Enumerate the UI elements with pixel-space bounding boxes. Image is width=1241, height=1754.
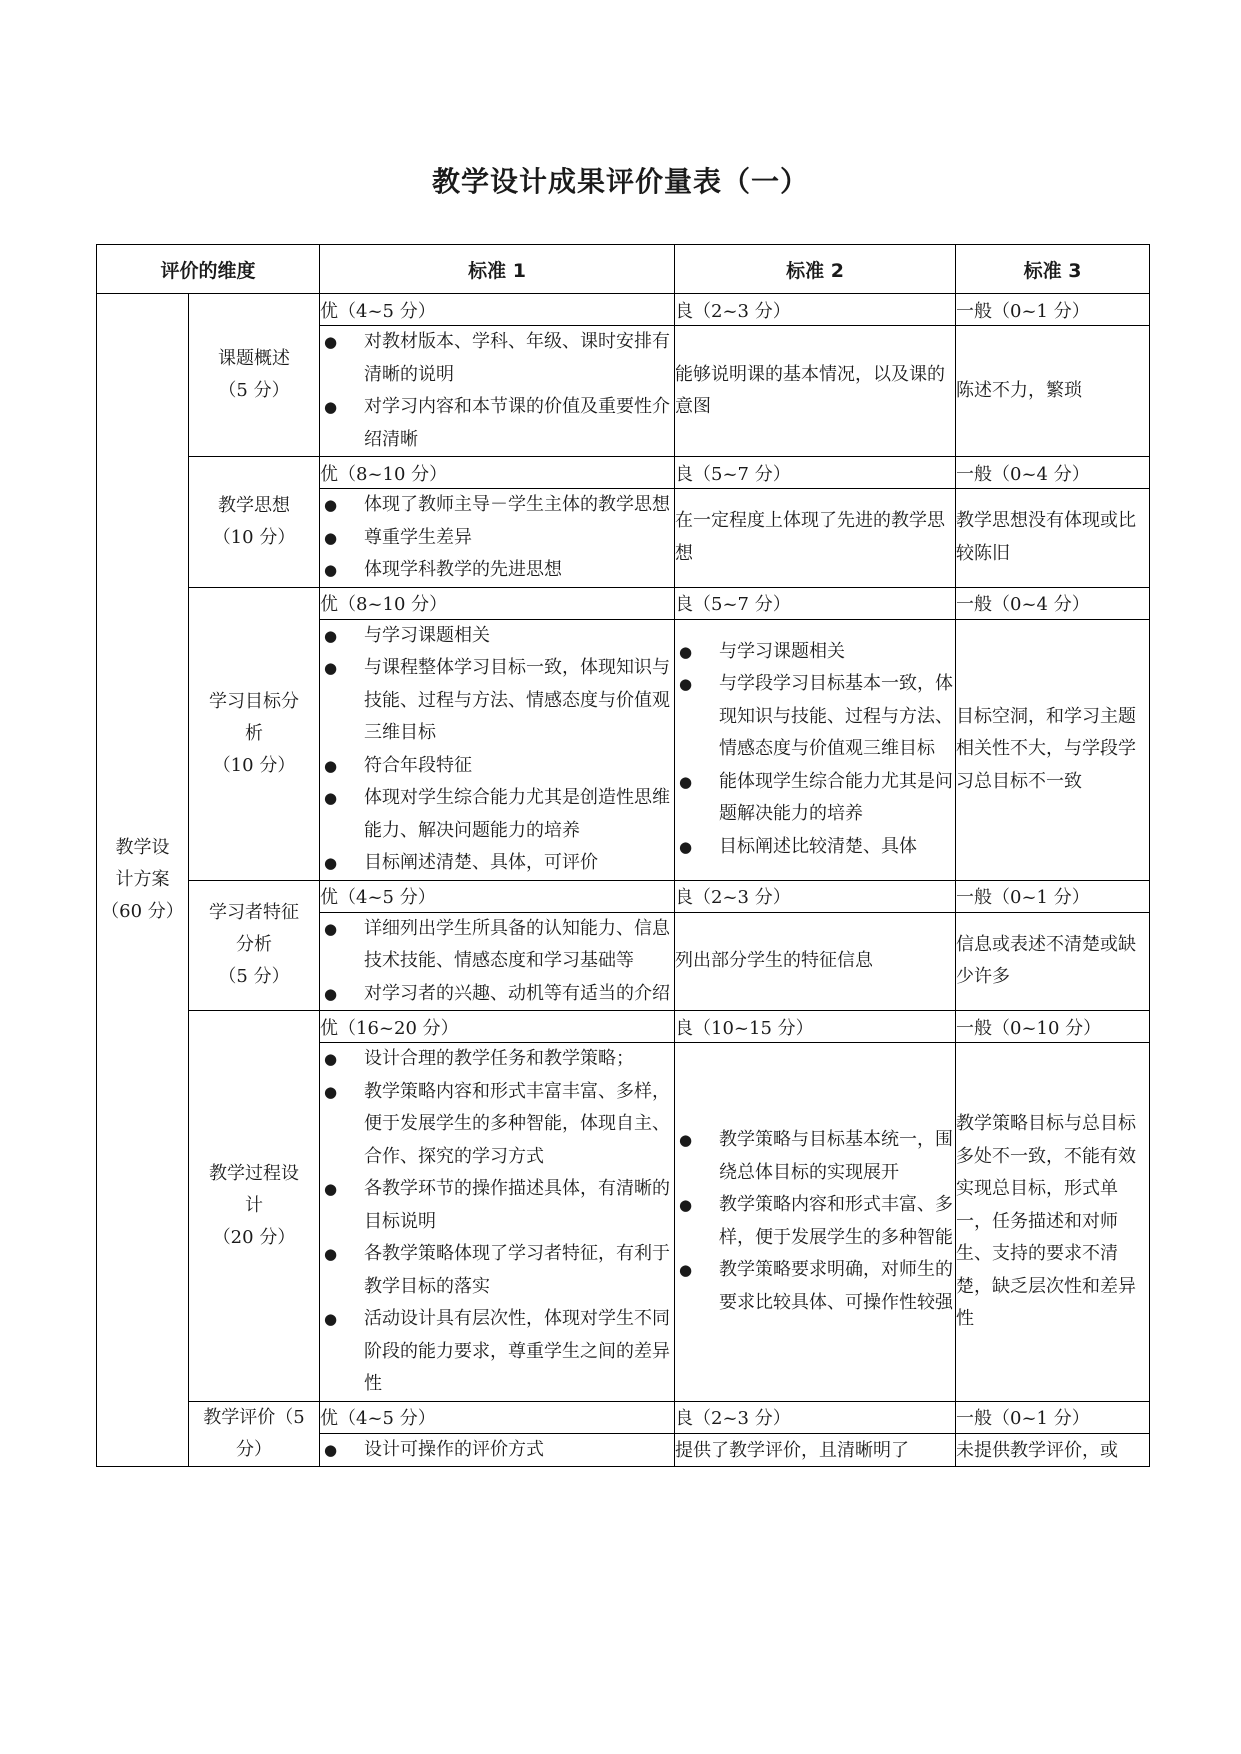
bullet-item: ● 能体现学生综合能力尤其是问题解决能力的培养 (675, 766, 955, 831)
bullet-item: ● 体现了教师主导－学生主体的教学思想 (320, 489, 674, 522)
level-row (97, 587, 1150, 619)
bullet-item: ● 目标阐述比较清楚、具体 (675, 831, 955, 864)
criteria-standard-2 (675, 1043, 956, 1402)
bullet-item: ● 设计合理的教学任务和教学策略； (320, 1043, 674, 1076)
level-excellent: 优（4~5 分） (320, 1401, 675, 1433)
criteria-text: 未提供教学评价，或 (956, 1439, 1119, 1461)
criteria-standard-1 (320, 619, 675, 880)
level-excellent: 优（16~20 分） (320, 1011, 675, 1043)
criteria-standard-2: 在一定程度上体现了先进的教学思想 (675, 489, 956, 588)
level-fair: 一般（0~1 分） (956, 294, 1150, 326)
level-row (97, 880, 1150, 912)
level-row (97, 294, 1150, 326)
criteria-standard-2 (675, 619, 956, 880)
document-title: 教学设计成果评价量表（一） (431, 165, 809, 198)
level-fair: 一般（0~10 分） (956, 1011, 1150, 1043)
bullet-item: ● 对学习内容和本节课的价值及重要性介绍清晰 (320, 391, 674, 456)
level-excellent: 优（8~10 分） (320, 457, 675, 489)
level-good: 良（5~7 分） (675, 587, 956, 619)
level-row (97, 1401, 1150, 1433)
section-name-line: （10 分） (212, 526, 296, 548)
section-name-line: （5 分） (218, 380, 290, 401)
criteria-standard-3: 目标空洞，和学习主题相关性不大，与学段学习总目标不一致 (956, 619, 1150, 880)
level-fair: 一般（0~4 分） (956, 457, 1150, 489)
level-fair: 一般（0~1 分） (956, 880, 1150, 912)
criteria-text: 提供了教学评价，且清晰明了 (675, 1439, 910, 1461)
bullet-item: ● 目标阐述清楚、具体，可评价 (320, 847, 674, 880)
bullet-item: ● 教学策略要求明确，对师生的要求比较具体、可操作性较强 (675, 1254, 955, 1319)
bullet-item: ● 教学策略与目标基本统一，围绕总体目标的实现展开 (675, 1124, 955, 1189)
level-fair: 一般（0~4 分） (956, 587, 1150, 619)
criteria-standard-3: 信息或表述不清楚或缺少许多 (956, 912, 1150, 1011)
bullet-item: ● 设计可操作的评价方式 (320, 1434, 674, 1467)
bullet-item: ● 符合年段特征 (320, 750, 674, 783)
category-line: 教学设 (115, 837, 170, 858)
bullet-item: ● 与课程整体学习目标一致，体现知识与技能、过程与方法、情感态度与价值观三维目标 (320, 652, 674, 750)
section-name-cell (189, 880, 320, 1011)
level-good: 良（2~3 分） (675, 1401, 956, 1433)
bullet-item: ● 各教学策略体现了学习者特征，有利于教学目标的落实 (320, 1238, 674, 1303)
section-name-line: 分） (236, 1438, 272, 1460)
criteria-standard-3: 教学策略目标与总目标多处不一致，不能有效实现总目标，形式单一，任务描述和对师生、支持的要求不清楚，缺乏层次性和差异性 (956, 1043, 1150, 1402)
criteria-standard-1 (320, 1043, 675, 1402)
criteria-standard-1 (320, 326, 675, 457)
bullet-item: ● 详细列出学生所具备的认知能力、信息技术技能、情感态度和学习基础等 (320, 913, 674, 978)
section-name-line: 教学过程设 (209, 1162, 299, 1184)
level-row (97, 1011, 1150, 1043)
bullet-item: ● 与学段学习目标基本一致，体现知识与技能、过程与方法、情感态度与价值观三维目标 (675, 668, 955, 766)
bullet-item: ● 尊重学生差异 (320, 522, 674, 555)
criteria-standard-2 (675, 1433, 956, 1467)
criteria-standard-3: 教学思想没有体现或比较陈旧 (956, 489, 1150, 588)
level-row (97, 457, 1150, 489)
section-name-line: （5 分） (218, 966, 290, 988)
header-standard-2: 标准 2 (675, 245, 956, 294)
section-name-line: 析 (245, 722, 263, 744)
bullet-item: ● 教学策略内容和形式丰富丰富、多样，便于发展学生的多种智能，体现自主、合作、探究的学习方式 (320, 1076, 674, 1174)
header-dimension: 评价的维度 (97, 245, 320, 294)
section-name-cell (189, 587, 320, 880)
level-good: 良（2~3 分） (675, 880, 956, 912)
level-good: 良（2~3 分） (675, 294, 956, 326)
section-name-line: 教学思想 (218, 494, 290, 516)
bullet-item: ● 各教学环节的操作描述具体，有清晰的目标说明 (320, 1173, 674, 1238)
section-name-line: （10 分） (212, 754, 296, 776)
category-cell (97, 294, 189, 1467)
criteria-standard-2: 能够说明课的基本情况，以及课的意图 (675, 326, 956, 457)
level-excellent: 优（4~5 分） (320, 294, 675, 326)
level-good: 良（5~7 分） (675, 457, 956, 489)
section-name-cell (189, 1401, 320, 1467)
level-good: 良（10~15 分） (675, 1011, 956, 1043)
criteria-standard-1 (320, 1433, 675, 1467)
section-name-line: 学习目标分 (209, 690, 299, 712)
level-fair: 一般（0~1 分） (956, 1401, 1150, 1433)
criteria-standard-3 (956, 1433, 1150, 1467)
bullet-item: ● 对教材版本、学科、年级、课时安排有清晰的说明 (320, 326, 674, 391)
bullet-item: ● 与学习课题相关 (675, 636, 955, 669)
section-name-line: 学习者特征 (209, 902, 299, 924)
section-name-line: 课题概述 (218, 348, 290, 369)
bullet-item: ● 对学习者的兴趣、动机等有适当的介绍 (320, 978, 674, 1011)
level-excellent: 优（4~5 分） (320, 880, 675, 912)
section-name-cell (189, 294, 320, 457)
bullet-item: ● 教学策略内容和形式丰富、多样，便于发展学生的多种智能 (675, 1189, 955, 1254)
section-name-line: （20 分） (212, 1226, 296, 1248)
level-excellent: 优（8~10 分） (320, 587, 675, 619)
category-line: 计方案 (115, 869, 170, 890)
category-line: （60 分） (101, 901, 184, 922)
criteria-standard-3: 陈述不力，繁琐 (956, 326, 1150, 457)
criteria-standard-2: 列出部分学生的特征信息 (675, 912, 956, 1011)
header-standard-1: 标准 1 (320, 245, 675, 294)
header-standard-3: 标准 3 (956, 245, 1150, 294)
bullet-item: ● 与学习课题相关 (320, 620, 674, 653)
bullet-item: ● 体现学科教学的先进思想 (320, 554, 674, 587)
bullet-item: ● 体现对学生综合能力尤其是创造性思维能力、解决问题能力的培养 (320, 782, 674, 847)
section-name-line: 计 (245, 1194, 263, 1216)
header-row (97, 245, 1150, 294)
criteria-standard-1 (320, 489, 675, 588)
section-name-line: 教学评价（5 (203, 1406, 305, 1428)
section-name-line: 分析 (236, 934, 272, 956)
evaluation-rubric-table (96, 244, 1150, 1467)
bullet-item: ● 活动设计具有层次性，体现对学生不同阶段的能力要求，尊重学生之间的差异性 (320, 1303, 674, 1401)
section-name-cell (189, 457, 320, 588)
section-name-cell (189, 1011, 320, 1402)
criteria-standard-1 (320, 912, 675, 1011)
